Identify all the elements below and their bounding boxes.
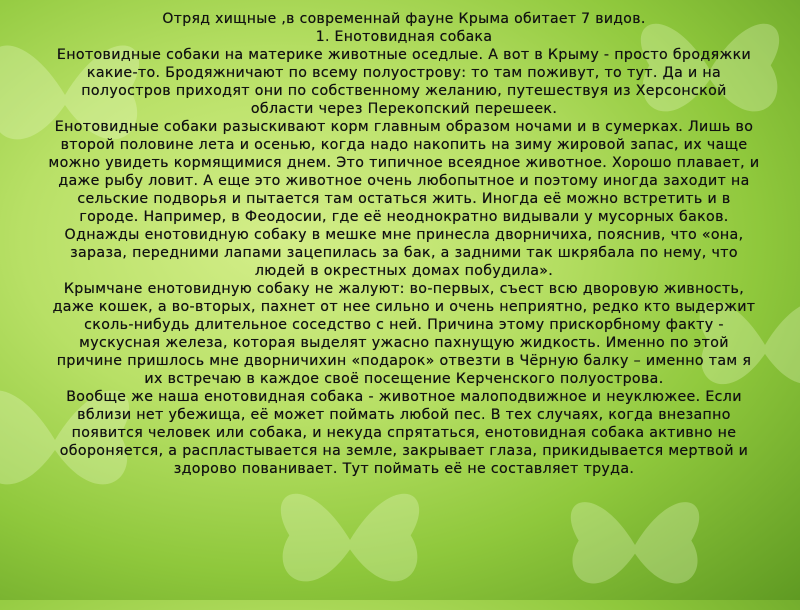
butterfly-icon [560, 480, 710, 610]
slide-heading: 1. Енотовидная собака [315, 29, 493, 45]
paragraph: Енотовидные собаки на материке животные оседлые. А вот в Крыму - просто бродяжки какие-то. Бродяжничают по всему полуострову: то там поживут, то тут. Да и на полуостров приходят они по собственному желанию, путешествуя из Херсонской области через Перекопский перешеек. [56, 47, 752, 117]
slide-intro: Отряд хищные ,в современнай фауне Крыма обитает 7 видов. [162, 11, 646, 27]
slide-body [48, 10, 760, 478]
paragraph: Вообще же наша енотовидная собака - животное малоподвижное и неуклюжее. Если вблизи нет убежища, её может поймать любой пес. В тех случаях, когда внезапно появится человек или собака, и некуда спрятаться, енотовидная собака активно не обороняется, а распластывается на земле, закрывает глаза, прикидывается мертвой и здорово пованивает. Тут поймать её не составляет труда. [59, 389, 749, 477]
paragraph: Енотовидные собаки разыскивают корм главным образом ночами и в сумерках. Лишь во второй половине лета и осенью, когда надо накопить на зиму жировой запас, их чаще можно увидеть кормящимися днем. Это типичное всеядное животное. Хорошо плавает, и даже рыбу ловит. А еще это животное очень любопытное и поэтому иногда заходит на сельские подворья и пытается там остаться жить. Иногда её можно встретить и в городе. Например, в Феодосии, где её неоднократно видывали у мусорных баков. Однажды енотовидную собаку в мешке мне принесла дворничиха, пояснив, что «она, зараза, передними лапами зацепилась за бак, а задними так шкрябала по нему, что людей в окрестных домах побудила». [48, 119, 760, 279]
butterfly-icon [260, 470, 440, 610]
paragraph: Крымчане енотовидную собаку не жалуют: во-первых, съест всю дворовую живность, даже кошек, а во-вторых, пахнет от нее сильно и очень неприятно, редко кто выдержит сколь-нибудь длительное соседство с ней. Причина этому прискорбному факту - мускусная железа, которая выделят ужасно пахнущую жидкость. Именно по этой причине пришлось мне дворничихин «подарок» отвезти в Чёрную балку – именно там я их встречаю в каждое своё посещение Керченского полуострова. [52, 281, 756, 387]
